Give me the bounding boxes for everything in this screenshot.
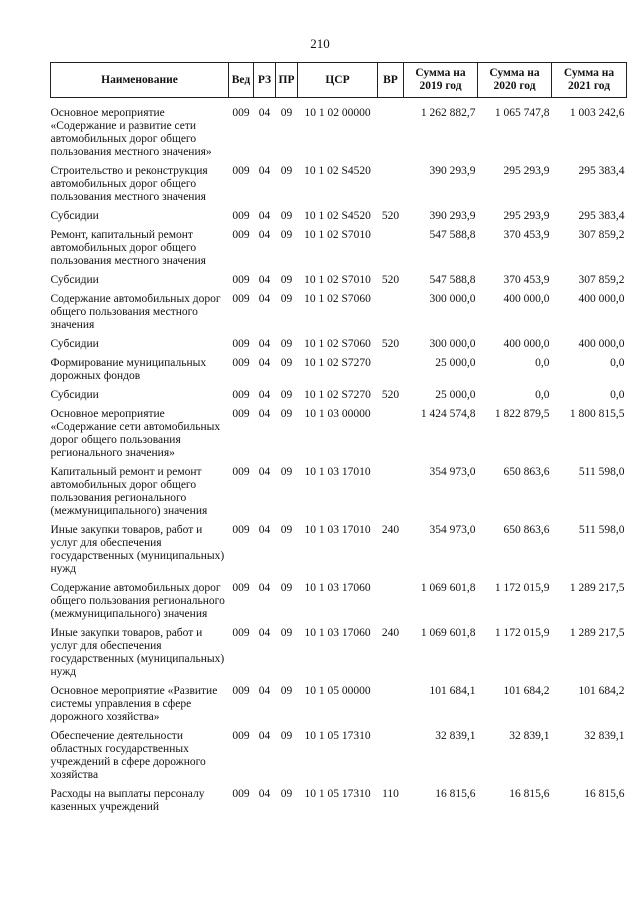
- row-sum-2019: 1 424 574,8: [420, 408, 476, 420]
- row-rz: 04: [258, 524, 271, 536]
- row-sum-2020: 400 000,0: [503, 338, 550, 350]
- row-sum-2021: 400 000,0: [578, 338, 625, 350]
- row-sum-2021: 16 815,6: [584, 788, 625, 800]
- row-csr: 10 1 03 17060: [304, 582, 371, 594]
- table-row: [51, 293, 627, 338]
- table-row: [51, 98, 627, 166]
- header-pr: ПР: [276, 63, 298, 98]
- header-vr: ВР: [378, 63, 404, 98]
- row-csr: 10 1 02 S7270: [304, 357, 371, 369]
- row-vr: [378, 229, 404, 274]
- table-row: [51, 210, 627, 229]
- row-name: Обеспечение деятельности областных государственных учреждений в сфере дорожного хозяйства: [50, 730, 206, 781]
- table-row: [51, 408, 627, 466]
- row-vr: 520: [381, 210, 400, 222]
- row-name: Основное мероприятие «Развитие системы управления в сфере дорожного хозяйства»: [50, 685, 218, 723]
- row-sum-2020: 370 453,9: [503, 229, 550, 241]
- row-ved: 009: [232, 524, 250, 536]
- row-sum-2020: 1 065 747,8: [494, 107, 550, 119]
- row-vr: [378, 293, 404, 338]
- row-csr: 10 1 02 S7060: [304, 338, 371, 350]
- row-sum-2020: 370 453,9: [503, 274, 550, 286]
- row-sum-2020: 650 863,6: [503, 524, 550, 536]
- row-pr: 09: [280, 582, 293, 594]
- header-rz: РЗ: [254, 63, 276, 98]
- row-name: Субсидии: [50, 210, 99, 222]
- row-csr: 10 1 03 17060: [304, 627, 371, 639]
- row-name: Основное мероприятие «Содержание сети автомобильных дорог общего пользования регионального значения»: [50, 408, 221, 459]
- table-row: [51, 730, 627, 788]
- page-number: 210: [310, 36, 330, 51]
- row-rz: 04: [258, 338, 271, 350]
- row-sum-2021: 0,0: [610, 389, 625, 401]
- row-rz: 04: [258, 229, 271, 241]
- row-pr: 09: [280, 165, 293, 177]
- row-pr: 09: [280, 685, 293, 697]
- row-ved: 009: [232, 788, 250, 800]
- row-csr: 10 1 03 17010: [304, 466, 371, 478]
- row-pr: 09: [280, 389, 293, 401]
- row-sum-2021: 511 598,0: [578, 466, 625, 478]
- row-sum-2020: 650 863,6: [503, 466, 550, 478]
- row-sum-2021: 307 859,2: [578, 229, 625, 241]
- row-csr: 10 1 05 00000: [304, 685, 371, 697]
- row-ved: 009: [232, 685, 250, 697]
- row-sum-2021: 32 839,1: [584, 730, 625, 742]
- row-pr: 09: [280, 408, 293, 420]
- row-sum-2019: 354 973,0: [429, 466, 476, 478]
- row-name: Иные закупки товаров, работ и услуг для обеспечения государственных (муниципальных) нужд: [50, 627, 225, 678]
- header-name: Наименование: [51, 63, 229, 98]
- row-name: Формирование муниципальных дорожных фондов: [50, 357, 207, 382]
- row-vr: 520: [381, 274, 400, 286]
- row-name: Субсидии: [50, 338, 99, 350]
- row-sum-2019: 32 839,1: [435, 730, 476, 742]
- row-sum-2020: 0,0: [535, 389, 550, 401]
- row-sum-2021: 101 684,2: [578, 685, 625, 697]
- row-sum-2019: 390 293,9: [429, 210, 476, 222]
- row-sum-2020: 16 815,6: [509, 788, 550, 800]
- row-ved: 009: [232, 408, 250, 420]
- row-sum-2019: 25 000,0: [435, 389, 476, 401]
- row-csr: 10 1 02 S7010: [304, 229, 371, 241]
- row-sum-2020: 1 172 015,9: [494, 627, 550, 639]
- row-sum-2020: 295 293,9: [503, 165, 550, 177]
- row-csr: 10 1 05 17310: [304, 730, 371, 742]
- row-sum-2019: 1 069 601,8: [420, 582, 476, 594]
- row-name: Расходы на выплаты персоналу казенных учреждений: [50, 788, 205, 813]
- table-row: [51, 274, 627, 293]
- row-vr: 240: [381, 627, 400, 639]
- row-ved: 009: [232, 466, 250, 478]
- row-sum-2020: 1 172 015,9: [494, 582, 550, 594]
- row-sum-2019: 354 973,0: [429, 524, 476, 536]
- row-vr: 240: [381, 524, 400, 536]
- table-row: [51, 357, 627, 389]
- row-pr: 09: [280, 466, 293, 478]
- table-header-row: [51, 63, 627, 98]
- row-ved: 009: [232, 627, 250, 639]
- row-sum-2021: 1 289 217,5: [569, 582, 625, 594]
- row-rz: 04: [258, 107, 271, 119]
- row-rz: 04: [258, 788, 271, 800]
- row-sum-2019: 547 588,8: [429, 274, 476, 286]
- row-rz: 04: [258, 730, 271, 742]
- row-name: Содержание автомобильных дорог общего пользования местного значения: [50, 293, 221, 331]
- table-row: [51, 229, 627, 274]
- row-pr: 09: [280, 293, 293, 305]
- row-name: Капитальный ремонт и ремонт автомобильных дорог общего пользования регионального (межмуниципального) значения: [50, 466, 208, 517]
- row-vr: 110: [382, 788, 399, 800]
- row-sum-2019: 25 000,0: [435, 357, 476, 369]
- budget-table: [50, 62, 627, 820]
- row-csr: 10 1 02 00000: [304, 107, 371, 119]
- row-sum-2019: 547 588,8: [429, 229, 476, 241]
- row-rz: 04: [258, 685, 271, 697]
- table-row: [51, 524, 627, 582]
- row-vr: 520: [381, 338, 400, 350]
- row-rz: 04: [258, 582, 271, 594]
- table-body: [51, 98, 627, 821]
- row-ved: 009: [232, 389, 250, 401]
- table-row: [51, 582, 627, 627]
- row-sum-2021: 1 003 242,6: [569, 107, 625, 119]
- row-sum-2020: 0,0: [535, 357, 550, 369]
- row-name: Ремонт, капитальный ремонт автомобильных дорог общего пользования местного значения: [50, 229, 206, 267]
- row-csr: 10 1 05 17310: [304, 788, 371, 800]
- row-pr: 09: [280, 730, 293, 742]
- row-sum-2019: 1 069 601,8: [420, 627, 476, 639]
- row-pr: 09: [280, 229, 293, 241]
- header-sum-2019: Сумма на 2019 год: [404, 63, 478, 98]
- row-ved: 009: [232, 293, 250, 305]
- row-sum-2020: 400 000,0: [503, 293, 550, 305]
- row-rz: 04: [258, 627, 271, 639]
- row-rz: 04: [258, 466, 271, 478]
- row-rz: 04: [258, 357, 271, 369]
- table-row: [51, 627, 627, 685]
- row-sum-2019: 1 262 882,7: [420, 107, 476, 119]
- row-name: Строительство и реконструкция автомобильных дорог общего пользования местного значения: [50, 165, 208, 203]
- row-vr: [378, 357, 404, 389]
- table-row: [51, 338, 627, 357]
- row-name: Иные закупки товаров, работ и услуг для обеспечения государственных (муниципальных) нужд: [50, 524, 225, 575]
- row-pr: 09: [280, 627, 293, 639]
- row-sum-2019: 300 000,0: [429, 338, 476, 350]
- table-row: [51, 466, 627, 524]
- row-sum-2021: 295 383,4: [578, 210, 625, 222]
- row-sum-2020: 101 684,2: [503, 685, 550, 697]
- row-sum-2021: 511 598,0: [578, 524, 625, 536]
- table-row: [51, 685, 627, 730]
- row-ved: 009: [232, 357, 250, 369]
- row-name: Основное мероприятие «Содержание и развитие сети автомобильных дорог общего пользования местного значения»: [50, 107, 212, 158]
- row-sum-2020: 295 293,9: [503, 210, 550, 222]
- row-sum-2019: 16 815,6: [435, 788, 476, 800]
- row-vr: [378, 466, 404, 524]
- row-csr: 10 1 02 S7060: [304, 293, 371, 305]
- row-rz: 04: [258, 274, 271, 286]
- row-csr: 10 1 02 S7010: [304, 274, 371, 286]
- row-vr: [378, 582, 404, 627]
- row-name: Субсидии: [50, 389, 99, 401]
- header-csr: ЦСР: [298, 63, 378, 98]
- row-sum-2021: 307 859,2: [578, 274, 625, 286]
- row-vr: [378, 408, 404, 466]
- row-name: Содержание автомобильных дорог общего пользования регионального (межмуниципального) значения: [50, 582, 225, 620]
- row-pr: 09: [280, 788, 293, 800]
- row-sum-2019: 101 684,1: [429, 685, 476, 697]
- row-pr: 09: [280, 107, 293, 119]
- row-sum-2021: 1 800 815,5: [569, 408, 625, 420]
- table-row: [51, 165, 627, 210]
- row-csr: 10 1 02 S4520: [304, 210, 371, 222]
- row-sum-2021: 0,0: [610, 357, 625, 369]
- header-ved: Вед: [229, 63, 254, 98]
- row-sum-2021: 400 000,0: [578, 293, 625, 305]
- table-row: [51, 389, 627, 408]
- row-ved: 009: [232, 730, 250, 742]
- row-rz: 04: [258, 408, 271, 420]
- row-rz: 04: [258, 389, 271, 401]
- row-pr: 09: [280, 338, 293, 350]
- row-pr: 09: [280, 357, 293, 369]
- row-rz: 04: [258, 165, 271, 177]
- row-pr: 09: [280, 210, 293, 222]
- row-vr: [378, 98, 404, 166]
- row-ved: 009: [232, 582, 250, 594]
- row-rz: 04: [258, 210, 271, 222]
- row-csr: 10 1 02 S4520: [304, 165, 371, 177]
- table-row: [51, 788, 627, 820]
- row-ved: 009: [232, 107, 250, 119]
- row-csr: 10 1 03 00000: [304, 408, 371, 420]
- row-name: Субсидии: [50, 274, 99, 286]
- row-ved: 009: [232, 210, 250, 222]
- row-vr: [378, 685, 404, 730]
- row-sum-2020: 1 822 879,5: [494, 408, 550, 420]
- row-ved: 009: [232, 338, 250, 350]
- row-sum-2020: 32 839,1: [509, 730, 550, 742]
- row-sum-2019: 300 000,0: [429, 293, 476, 305]
- row-rz: 04: [258, 293, 271, 305]
- row-ved: 009: [232, 274, 250, 286]
- row-vr: [378, 165, 404, 210]
- row-vr: 520: [381, 389, 400, 401]
- row-csr: 10 1 03 17010: [304, 524, 371, 536]
- row-csr: 10 1 02 S7270: [304, 389, 371, 401]
- row-pr: 09: [280, 274, 293, 286]
- row-sum-2021: 1 289 217,5: [569, 627, 625, 639]
- row-ved: 009: [232, 165, 250, 177]
- row-ved: 009: [232, 229, 250, 241]
- header-sum-2021: Сумма на 2021 год: [552, 63, 627, 98]
- row-sum-2021: 295 383,4: [578, 165, 625, 177]
- row-pr: 09: [280, 524, 293, 536]
- row-vr: [378, 730, 404, 788]
- row-sum-2019: 390 293,9: [429, 165, 476, 177]
- header-sum-2020: Сумма на 2020 год: [478, 63, 552, 98]
